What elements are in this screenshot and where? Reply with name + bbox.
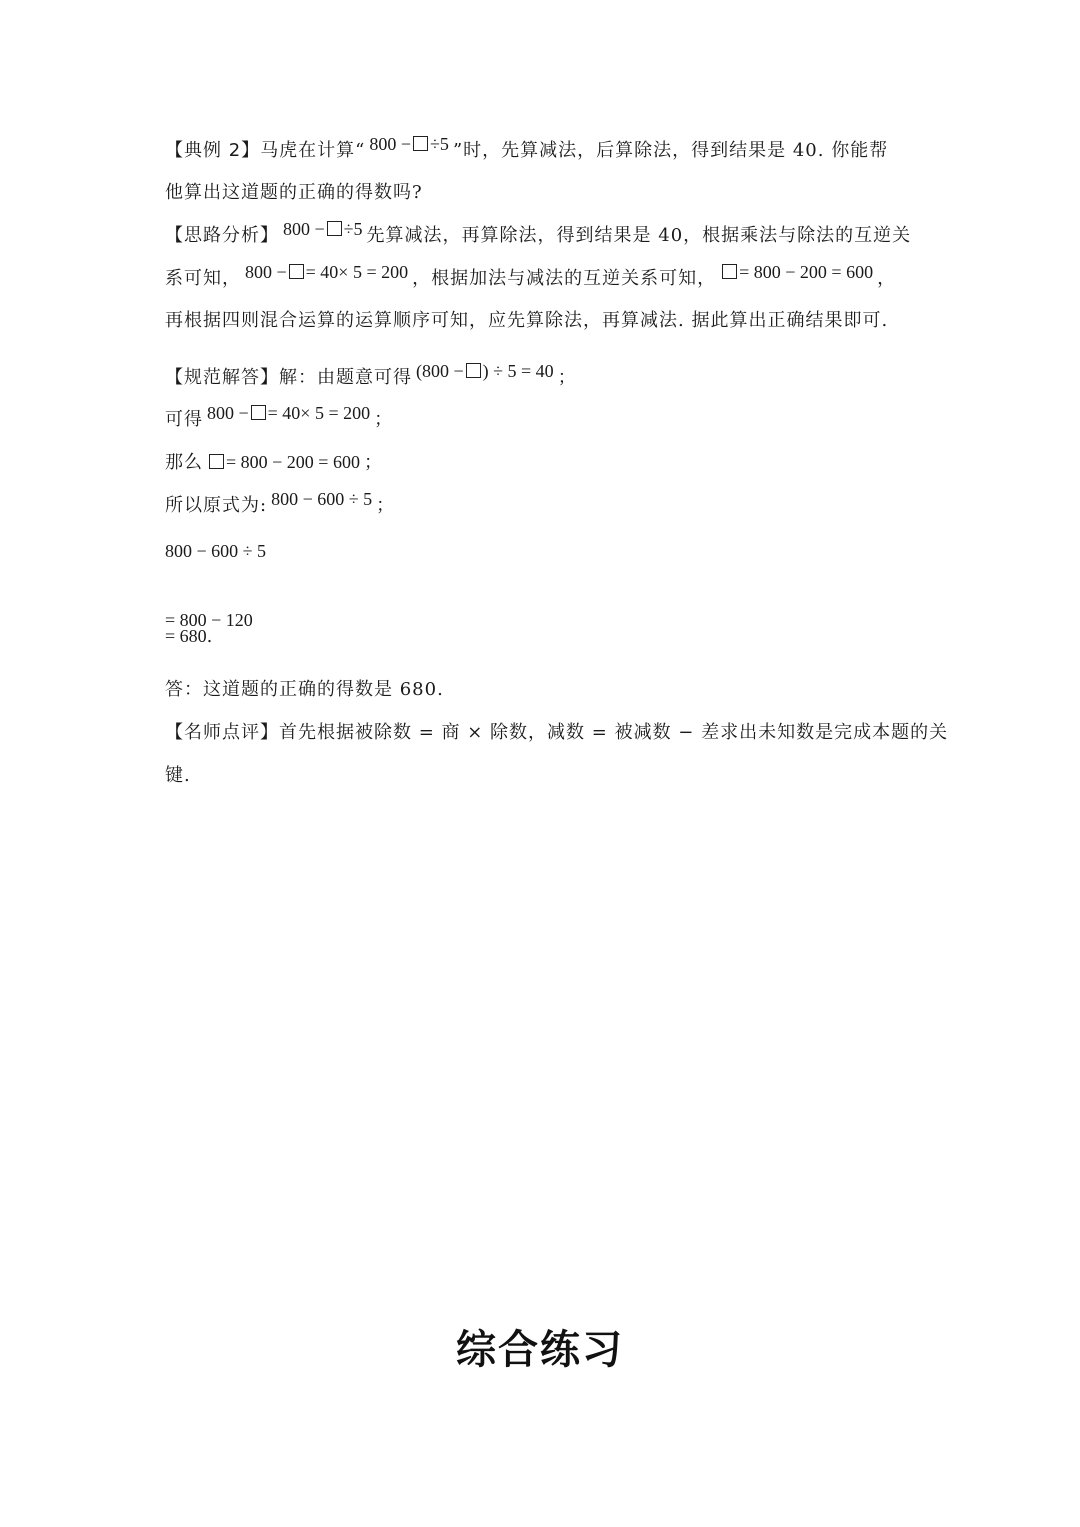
section-heading: 综合练习 [456,1327,624,1373]
example-expr-b: ÷5 [430,134,449,154]
comment-line-1 [165,720,948,746]
comment-line-2: 键. [165,765,191,786]
analysis-expression [279,219,367,239]
solution-step-4 [165,489,396,519]
analysis-line2-pre: 系可知， [165,268,241,289]
step2-expr-a: 800 − [207,403,249,423]
analysis-line-1 [165,219,912,249]
example-line-1 [165,134,889,164]
step3-expression [203,452,364,472]
analysis-line-3: 再根据四则混合运算的运算顺序可知，应先算除法，再算减法. 据此算出正确结果即可. [165,310,889,331]
analysis-expression-3 [716,262,877,282]
example-text-1: 马虎在计算“ [260,140,366,161]
example-label: 【典例 2】 [165,140,261,161]
analysis-expr-b: ÷5 [343,219,363,239]
step2-pre: 可得 [165,409,203,430]
example-text-2: ”时，先算减法，后算除法，得到结果是 40. 你能帮 [452,140,889,161]
example-expression [365,134,453,154]
solution-step-2 [165,403,394,433]
solution-step-3 [165,449,383,476]
step3-expr: = 800 − 200 = 600 [226,452,360,472]
blank-box [251,405,266,420]
example-line-2: 他算出这道题的正确的得数吗? [165,182,423,203]
blank-box [466,363,481,378]
step4-expression: 800 − 600 ÷ 5 [271,489,373,509]
calc-line-1: 800 − 600 ÷ 5 [165,541,267,561]
blank-box [289,264,304,279]
solution-expression-1 [412,361,558,381]
analysis-line2-expr-b: = 40× 5 = 200 [305,262,409,282]
example-expr-a: 800 − [369,134,412,154]
solution-expr1-a: (800 − [416,361,464,381]
calc-3-expr: = 680 [165,626,207,646]
blank-box [413,136,428,151]
semicolon: ； [376,495,396,516]
solution-intro: 解：由题意可得 [279,367,412,388]
analysis-line2-expr-c: = 800 − 200 = 600 [739,262,874,282]
semicolon: ； [374,409,394,430]
comment-text-1: 首先根据被除数 = 商 × 除数，减数 = 被减数 − 差求出未知数是完成本题的关 [279,722,949,743]
solution-line-1 [165,361,577,391]
period: . [206,626,214,647]
blank-box [722,264,737,279]
analysis-text-1: 先算减法，再算除法，得到结果是 40，根据乘法与除法的互逆关 [366,225,912,246]
solution-label: 【规范解答】 [165,367,279,388]
analysis-expr-a: 800 − [283,219,325,239]
blank-box [327,221,342,236]
answer-line: 答：这道题的正确的得数是 680. [165,679,444,700]
analysis-line2-end: ， [877,268,897,289]
analysis-line2-mid: ，根据加法与减法的互逆关系可知， [412,268,717,289]
analysis-line2-expr-a: 800 − [245,262,287,282]
comment-label: 【名师点评】 [165,722,279,743]
step2-expr-b: = 40× 5 = 200 [267,403,371,423]
solution-expr1-b: ) ÷ 5 = 40 [482,361,554,381]
analysis-expression-2 [241,262,412,282]
analysis-line-2 [165,262,897,292]
analysis-label: 【思路分析】 [165,225,279,246]
blank-box [209,454,224,469]
calc-line-3 [165,623,213,650]
semicolon: ； [363,452,383,473]
calc-line-2: = 800 − 120 [165,610,253,630]
step3-pre: 那么 [165,452,203,473]
step4-pre: 所以原式为: [165,495,268,516]
semicolon: ； [557,367,577,388]
step2-expression [203,403,374,423]
